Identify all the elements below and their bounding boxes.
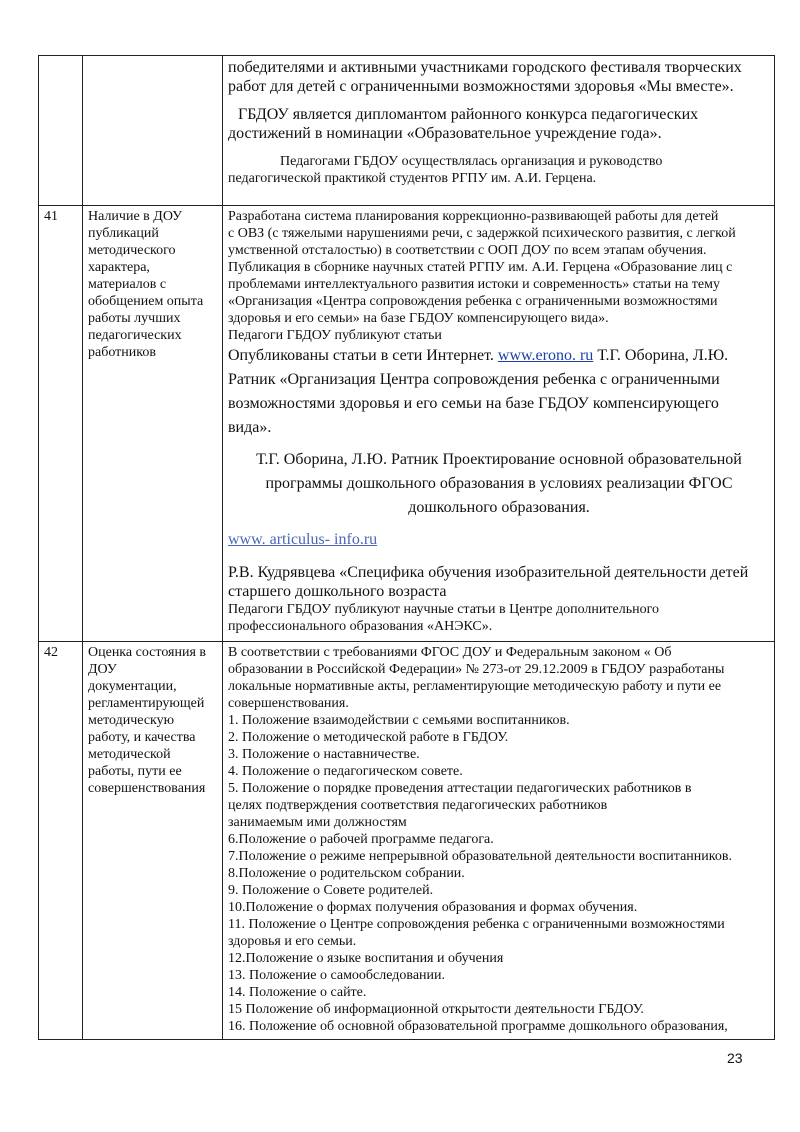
main-table — [38, 55, 775, 1040]
diploma-paragraph: ГБДОУ является дипломантом районного конкурса педагогических достижений в номинации «Образовательное учреждение года». — [228, 106, 699, 142]
row-number-cell: 41 — [39, 206, 83, 642]
practice-paragraph: Педагогами ГБДОУ осуществлялась организация и руководство педагогической практикой студентов РГПУ им. А.И. Герцена. — [228, 154, 663, 186]
festival-paragraph: победителями и активными участниками городского фестиваля творческих работ для детей с ограниченными возможностями здоровья «Мы вместе». — [228, 59, 742, 95]
articulus-link[interactable]: www. articulus- info.ru — [228, 531, 378, 548]
row-title-cell: Оценка состояния в ДОУ документации, регламентирующей методическую работу, и качества методической работы, пути ее совершенствования — [83, 642, 223, 1040]
row-number-cell — [39, 56, 83, 206]
row-content-cell: В соответствии с требованиями ФГОС ДОУ и Федеральным законом « Об образовании в Российской Федерации» № 273-от 29.12.2009 в ГБДОУ разработаны локальные нормативные акты, регламентирующие методическую работу и пути ее совершенствования. 1. Положение взаимодействии с семьями воспитанников. 2. Положение о методической работе в ГБДОУ. 3. Положение о наставничестве. 4. Положение о педагогическом совете. 5. Положение о порядке проведения аттестации педагогических работников в целях подтверждения соответствия педагогических работников занимаемым ими должностям 6.Положение о рабочей программе педагога. 7.Положение о режиме непрерывной образовательной деятельности воспитанников. 8.Положение о родительском собрании. 9. Положение о Совете родителей. 10.Положение о формах получения образования и формах обучения. 11. Положение о Центре сопровождения ребенка с ограниченными возможностями здоровья и его семьи. 12.Положение о языке воспитания и обучения 13. Положение о самообследовании. 14. Положение о сайте. 15 Положение об информационной открытости деятельности ГБДОУ. 16. Положение об основной образовательной программе дошкольного образования, — [223, 642, 775, 1040]
table-row-41 — [39, 206, 775, 642]
row-title-cell — [83, 56, 223, 206]
internet-paragraph: Опубликованы статьи в сети Интернет. www.erono. ru Т.Г. Оборина, Л.Ю. Ратник «Организация Центра сопровождения ребенка с ограниченными возможностями здоровья и его семьи на базе ГБДОУ компенсирующего вида». — [228, 347, 729, 436]
kudryavtseva-paragraph: Р.В. Кудрявцева «Специфика обучения изобразительной деятельности детей старшего дошкольного возраста — [228, 564, 749, 600]
system-paragraph: Разработана система планирования коррекционно-развивающей работы для детей с ОВЗ (с тяжелыми нарушениями речи, с задержкой психического развития, с легкой умственной отсталостью) в соответствии с ООП ДОУ по всем этапам обучения. Публикация в сборнике научных статей РГПУ им. А.И. Герцена «Образование лиц с проблемами интеллектуального развития истоки и современность» статьи на тему «Организация «Центра сопровождения ребенка с ограниченными возможностями здоровья и его семьи» на базе ГБДОУ компенсирующего вида». Педагоги ГБДОУ публикуют статьи — [228, 209, 736, 343]
oborina-paragraph: Т.Г. Оборина, Л.Ю. Ратник Проектирование основной образовательной программы дошкольного образования в условиях реализации ФГОС дошкольного образования. — [256, 451, 742, 516]
table-row-42 — [39, 642, 775, 1040]
page-number: 23 — [727, 1050, 743, 1066]
row-content-cell — [223, 206, 775, 642]
anex-paragraph: Педагоги ГБДОУ публикуют научные статьи в Центре дополнительного профессионального образования «АНЭКС». — [228, 602, 659, 634]
row-title-cell: Наличие в ДОУ публикаций методического характера, материалов с обобщением опыта работы лучших педагогических работников — [83, 206, 223, 642]
row-content-cell — [223, 56, 775, 206]
table-row-continuation — [39, 56, 775, 206]
erono-link[interactable]: www.erono. ru — [497, 347, 594, 364]
row-number-cell: 42 — [39, 642, 83, 1040]
